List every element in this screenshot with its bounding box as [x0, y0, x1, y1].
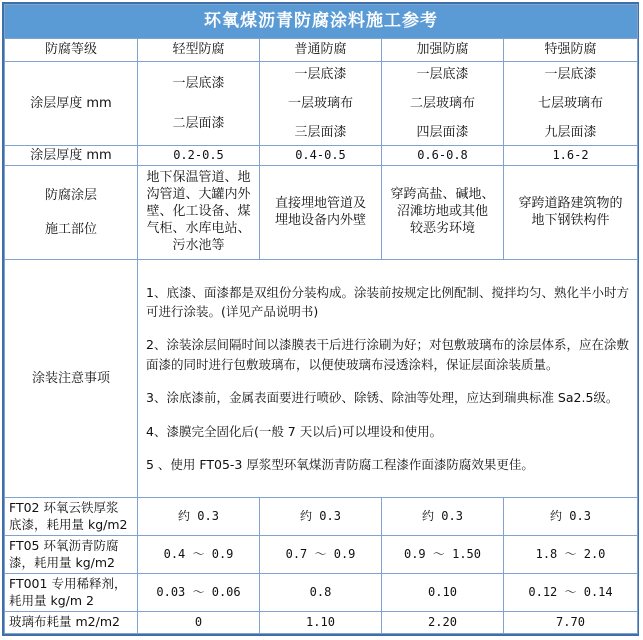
note-item: 1、底漆、面漆都是双组份分装构成。涂装前按规定比例配制、搅拌均匀、熟化半小时方可进行涂装。(详见产品说明书) [146, 284, 629, 320]
consumption-label-line: 耗用量 kg/m 2 [9, 592, 94, 608]
note-item: 5 、使用 FT05-3 厚浆型环氧煤沥青防腐工程漆作面漆防腐效果更佳。 [146, 456, 534, 472]
note-item: 2、涂装涂层间隔时间以漆膜表干后进行涂刷为好；对包敷玻璃布的涂层体系，应在涂敷面漆的同时进行包敷玻璃布，以便使玻璃布浸透涂料，保证层面涂装质量。 [146, 337, 629, 372]
consumption-label [5, 536, 138, 574]
application-light-line: 气柜、水库电站、 [146, 220, 251, 236]
consumption-value: 0 [138, 612, 260, 634]
consumption-value: 约 0.3 [138, 498, 260, 536]
application-label-line: 施工部位 [44, 221, 97, 237]
application-normal-line: 直接埋地管道及 [274, 195, 366, 211]
coating-reinforced-line: 二层玻璃布 [409, 95, 475, 111]
coating-light-line: 二层面漆 [172, 115, 225, 131]
consumption-value: 0.9 ～ 1.50 [382, 536, 504, 574]
notes-row [5, 260, 638, 498]
application-extra-line: 地下钢铁构件 [531, 212, 610, 228]
coating-reinforced-line: 四层面漆 [416, 124, 469, 140]
application-reinforced-cell [382, 166, 504, 260]
notes-label: 涂装注意事项 [5, 260, 138, 498]
application-light-cell [138, 166, 260, 260]
consumption-value: 7.70 [504, 612, 638, 634]
header-grade: 防腐等级 [5, 39, 138, 62]
consumption-row [5, 612, 638, 634]
header-normal: 普通防腐 [260, 39, 382, 62]
consumption-value: 约 0.3 [504, 498, 638, 536]
application-row [5, 166, 638, 260]
consumption-label-line: FT02 环氧云铁厚浆 [9, 499, 119, 515]
application-label-line: 防腐涂层 [44, 187, 97, 203]
note-item: 4、漆膜完全固化后(一般 7 天以后)可以埋设和使用。 [146, 423, 443, 439]
consumption-value: 2.20 [382, 612, 504, 634]
thickness-label: 涂层厚度 mm [5, 146, 138, 166]
application-label [5, 166, 138, 260]
coating-normal-cell [260, 62, 382, 146]
coating-extra-line: 七层玻璃布 [537, 95, 603, 111]
coating-extra-line: 九层面漆 [544, 124, 597, 140]
spec-sheet [2, 2, 639, 636]
consumption-value: 0.7 ～ 0.9 [260, 536, 382, 574]
coating-reinforced-line: 一层底漆 [416, 66, 469, 82]
header-row [5, 39, 638, 62]
coating-layers-row [5, 62, 638, 146]
consumption-label-line: 底漆，耗用量 kg/m2 [9, 516, 128, 532]
application-light-line: 沟管道、大罐内外 [146, 187, 251, 203]
application-reinforced-line: 沼滩坊地或其他 [396, 204, 488, 220]
consumption-row [5, 498, 638, 536]
application-light-line: 地下保温管道、地 [146, 170, 251, 186]
consumption-value: 0.4 ～ 0.9 [138, 536, 260, 574]
table-title: 环氧煤沥青防腐涂料施工参考 [5, 5, 638, 39]
consumption-label-line: FT001 专用稀释剂， [9, 575, 127, 591]
consumption-value: 1.10 [260, 612, 382, 634]
consumption-value: 1.8 ～ 2.0 [504, 536, 638, 574]
coating-normal-line: 三层面漆 [294, 124, 347, 140]
application-reinforced-line: 穿跨高盐、碱地、 [390, 187, 495, 203]
application-extra-line: 穿跨道路建筑物的 [518, 195, 623, 211]
thickness-normal: 0.4-0.5 [260, 146, 382, 166]
coating-extra-cell [504, 62, 638, 146]
application-light-line: 壁、化工设备、煤 [146, 204, 251, 220]
application-reinforced-line: 较恶劣环境 [409, 220, 475, 236]
consumption-label [5, 498, 138, 536]
consumption-row [5, 536, 638, 574]
consumption-value: 0.12 ～ 0.14 [504, 574, 638, 612]
consumption-label-line: FT05 环氧沥青防腐 [9, 537, 119, 553]
application-normal-line: 埋地设备内外壁 [274, 212, 366, 228]
spec-table [4, 4, 638, 634]
application-normal-cell [260, 166, 382, 260]
note-item: 3、涂底漆前，金属表面要进行喷砂、除锈、除油等处理，应达到瑞典标准 Sa2.5级。 [146, 390, 619, 406]
notes-cell [138, 260, 638, 498]
consumption-label [5, 574, 138, 612]
coating-layers-label: 涂层厚度 mm [5, 62, 138, 146]
thickness-extra: 1.6-2 [504, 146, 638, 166]
consumption-value: 0.03 ～ 0.06 [138, 574, 260, 612]
coating-light-line: 一层底漆 [172, 75, 225, 91]
consumption-label: 玻璃布耗量 m2/m2 [5, 612, 138, 634]
consumption-label-line: 漆，耗用量 kg/m2 [9, 554, 115, 570]
header-light: 轻型防腐 [138, 39, 260, 62]
thickness-row [5, 146, 638, 166]
coating-normal-line: 一层底漆 [294, 66, 347, 82]
consumption-value: 0.8 [260, 574, 382, 612]
header-reinforced: 加强防腐 [382, 39, 504, 62]
consumption-value: 约 0.3 [382, 498, 504, 536]
coating-light-cell [138, 62, 260, 146]
coating-extra-line: 一层底漆 [544, 66, 597, 82]
application-extra-cell [504, 166, 638, 260]
application-light-line: 污水池等 [172, 237, 225, 253]
thickness-light: 0.2-0.5 [138, 146, 260, 166]
thickness-reinforced: 0.6-0.8 [382, 146, 504, 166]
consumption-value: 约 0.3 [260, 498, 382, 536]
consumption-value: 0.10 [382, 574, 504, 612]
coating-normal-line: 一层玻璃布 [287, 95, 353, 111]
header-extra: 特强防腐 [504, 39, 638, 62]
consumption-row [5, 574, 638, 612]
coating-reinforced-cell [382, 62, 504, 146]
